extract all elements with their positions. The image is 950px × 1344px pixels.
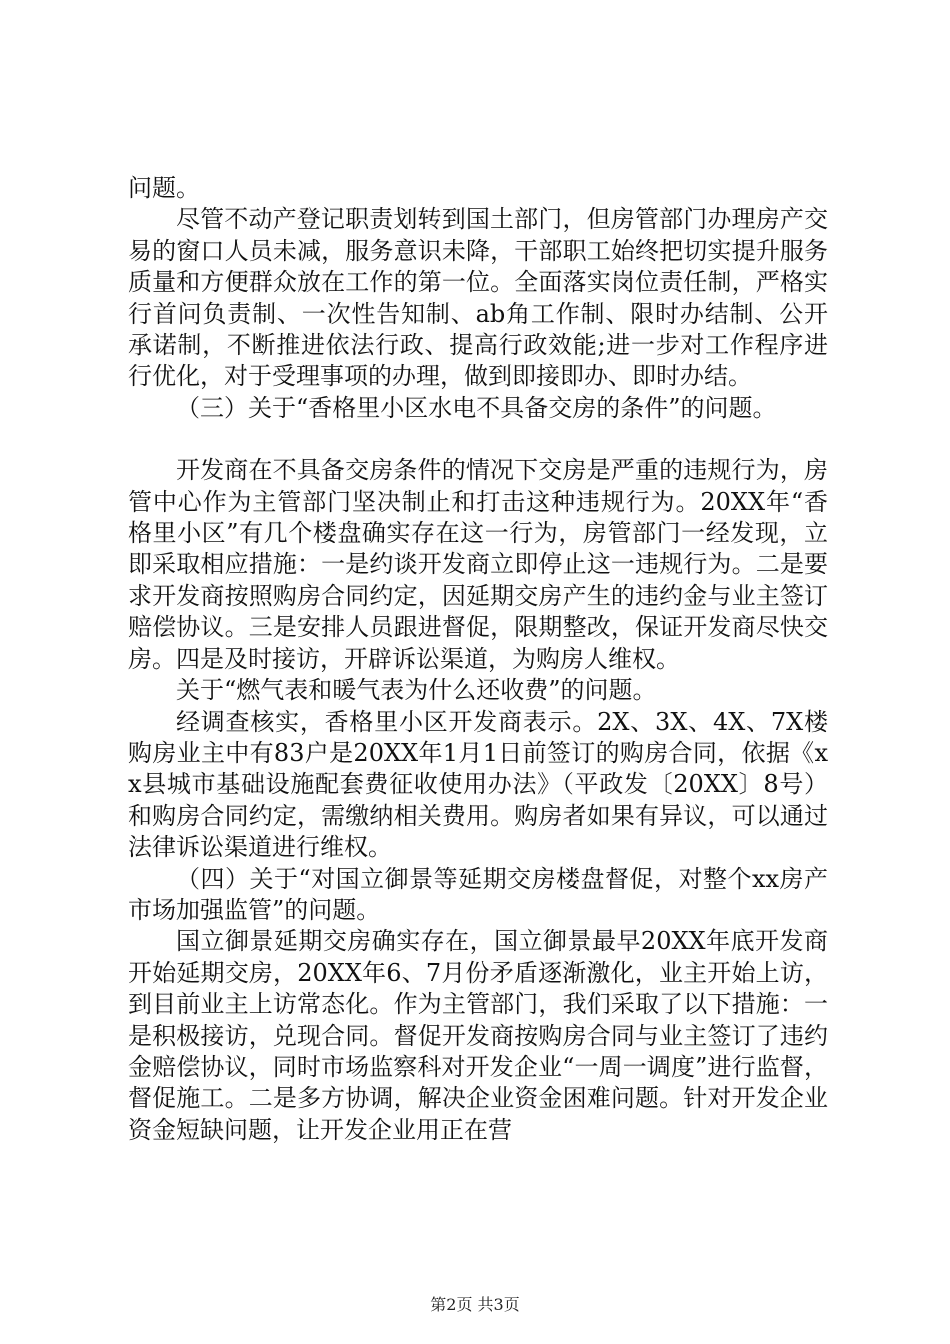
section-heading-four: （四）关于“对国立御景等延期交房楼盘督促，对整个xx房产市场加强监管”的问题。 (128, 864, 828, 924)
page-number-footer: 第2页 共3页 (430, 1295, 520, 1314)
paragraph-continuation: 问题。 (128, 174, 200, 202)
section-heading-three: （三）关于“香格里小区水电不具备交房的条件”的问题。 (176, 393, 777, 422)
paragraph-developer-violation: 开发商在不具备交房条件的情况下交房是严重的违规行为，房管中心作为主管部门坚决制止和打击这种违规行为。20XX年“香格里小区”有几个楼盘确实存在这一行为，房管部门一经发现，立即采取相应措施：一是约谈开发商立即停止这一违规行为。二是要求开发商按照购房合同约定，因延期交房产生的违约金与业主签订赔偿协议。三是安排人员跟进督促，限期整改，保证开发商尽快交房。四是及时接访，开辟诉讼渠道，为购房人维权。 (128, 456, 828, 673)
paragraph-fee-investigation: 经调查核实，香格里小区开发商表示。2X、3X、4X、7X楼购房业主中有83户是20XX年1月1日前签订的购房合同，依据《xx县城市基础设施配套费征收使用办法》（平政发〔20XX〕8号）和购房合同约定，需缴纳相关费用。购房者如果有异议，可以通过法律诉讼渠道进行维权。 (128, 707, 828, 862)
document-body (128, 173, 828, 1146)
paragraph-service-measures: 尽管不动产登记职责划转到国土部门，但房管部门办理房产交易的窗口人员未减，服务意识未降，干部职工始终把切实提升服务质量和方便群众放在工作的第一位。全面落实岗位责任制，严格实行首问负责制、一次性告知制、ab角工作制、限时办结制、公开承诺制，不断推进依法行政、提高行政效能;进一步对工作程序进行优化，对于受理事项的办理，做到即接即办、即时办结。 (128, 205, 828, 391)
paragraph-delayed-delivery: 国立御景延期交房确实存在，国立御景最早20XX年底开发商开始延期交房，20XX年6、7月份矛盾逐渐激化，业主开始上访，到目前业主上访常态化。作为主管部门，我们采取了以下措施：一是积极接访，兑现合同。督促开发商按购房合同与业主签订了违约金赔偿协议，同时市场监察科对开发企业“一周一调度”进行监督，督促施工。二是多方协调，解决企业资金困难问题。针对开发企业资金短缺问题，让开发企业用正在营 (128, 927, 828, 1144)
subheading-meter-fees: 关于“燃气表和暖气表为什么还收费”的问题。 (176, 676, 657, 705)
